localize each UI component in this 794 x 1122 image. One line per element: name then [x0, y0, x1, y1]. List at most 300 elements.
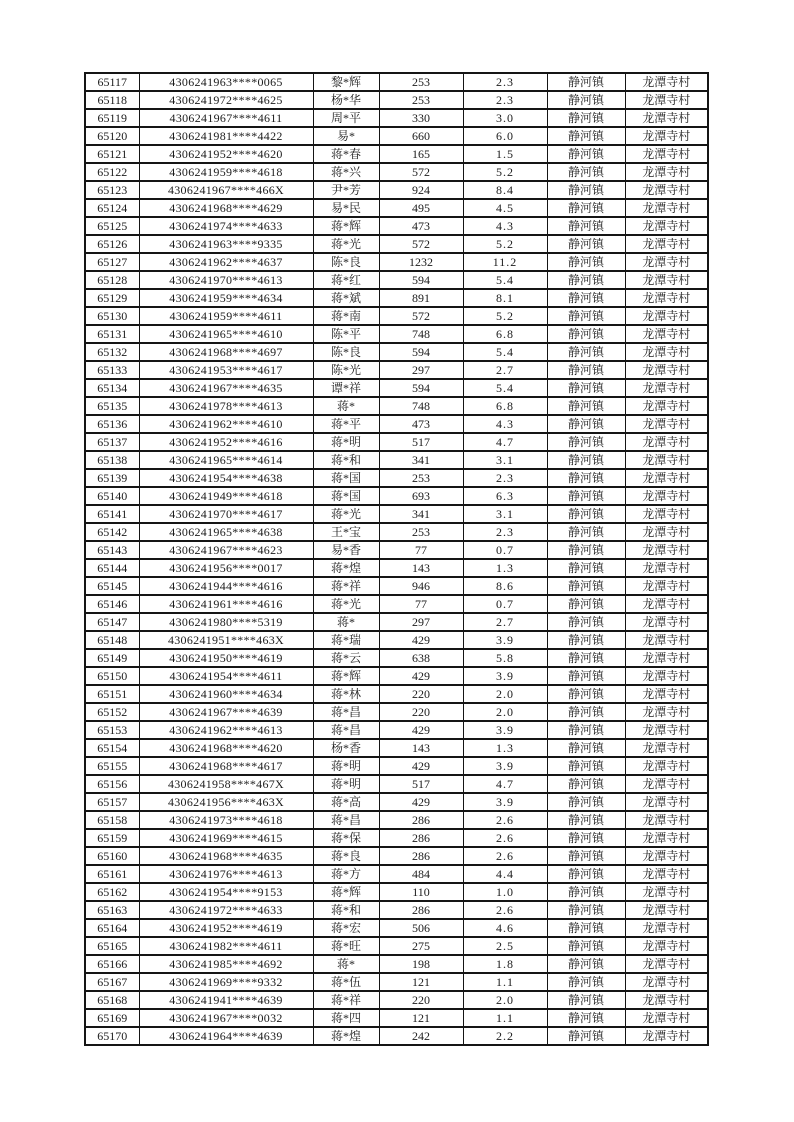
- cell-amount: 748: [379, 397, 463, 415]
- cell-town: 静河镇: [547, 253, 625, 271]
- cell-town: 静河镇: [547, 235, 625, 253]
- cell-sequence-number: 65165: [85, 937, 139, 955]
- cell-area: 8.1: [463, 289, 547, 307]
- table-row: [85, 685, 708, 703]
- cell-id-card-number: 4306241967****0032: [139, 1009, 313, 1027]
- cell-area: 5.2: [463, 307, 547, 325]
- cell-sequence-number: 65138: [85, 451, 139, 469]
- cell-id-card-number: 4306241968****4620: [139, 739, 313, 757]
- cell-id-card-number: 4306241967****4623: [139, 541, 313, 559]
- cell-sequence-number: 65128: [85, 271, 139, 289]
- table-row: [85, 235, 708, 253]
- cell-name: 蒋*春: [313, 145, 379, 163]
- cell-name: 蒋*辉: [313, 217, 379, 235]
- cell-village: 龙潭寺村: [625, 325, 708, 343]
- cell-town: 静河镇: [547, 613, 625, 631]
- cell-town: 静河镇: [547, 325, 625, 343]
- cell-amount: 924: [379, 181, 463, 199]
- table-row: [85, 775, 708, 793]
- cell-area: 1.1: [463, 973, 547, 991]
- cell-amount: 484: [379, 865, 463, 883]
- cell-amount: 572: [379, 307, 463, 325]
- cell-id-card-number: 4306241964****4639: [139, 1027, 313, 1045]
- table-row: [85, 217, 708, 235]
- cell-village: 龙潭寺村: [625, 199, 708, 217]
- cell-sequence-number: 65139: [85, 469, 139, 487]
- cell-village: 龙潭寺村: [625, 109, 708, 127]
- cell-id-card-number: 4306241970****4613: [139, 271, 313, 289]
- cell-sequence-number: 65147: [85, 613, 139, 631]
- cell-area: 3.9: [463, 793, 547, 811]
- cell-town: 静河镇: [547, 199, 625, 217]
- table-row: [85, 253, 708, 271]
- cell-village: 龙潭寺村: [625, 541, 708, 559]
- cell-id-card-number: 4306241967****466X: [139, 181, 313, 199]
- cell-town: 静河镇: [547, 847, 625, 865]
- cell-id-card-number: 4306241965****4614: [139, 451, 313, 469]
- cell-name: 蒋*斌: [313, 289, 379, 307]
- table-row: [85, 469, 708, 487]
- cell-id-card-number: 4306241962****4637: [139, 253, 313, 271]
- cell-village: 龙潭寺村: [625, 361, 708, 379]
- cell-amount: 253: [379, 91, 463, 109]
- cell-name: 蒋*光: [313, 595, 379, 613]
- cell-town: 静河镇: [547, 343, 625, 361]
- cell-area: 1.8: [463, 955, 547, 973]
- table-row: [85, 829, 708, 847]
- cell-area: 2.7: [463, 613, 547, 631]
- cell-area: 2.5: [463, 937, 547, 955]
- cell-amount: 429: [379, 757, 463, 775]
- cell-area: 8.4: [463, 181, 547, 199]
- cell-sequence-number: 65141: [85, 505, 139, 523]
- cell-area: 8.6: [463, 577, 547, 595]
- cell-area: 5.4: [463, 343, 547, 361]
- cell-id-card-number: 4306241954****4638: [139, 469, 313, 487]
- table-row: [85, 1027, 708, 1045]
- cell-name: 蒋*: [313, 955, 379, 973]
- cell-town: 静河镇: [547, 649, 625, 667]
- cell-sequence-number: 65121: [85, 145, 139, 163]
- cell-amount: 638: [379, 649, 463, 667]
- cell-area: 5.2: [463, 235, 547, 253]
- cell-town: 静河镇: [547, 145, 625, 163]
- cell-name: 蒋*昌: [313, 721, 379, 739]
- cell-town: 静河镇: [547, 433, 625, 451]
- cell-id-card-number: 4306241958****467X: [139, 775, 313, 793]
- cell-town: 静河镇: [547, 775, 625, 793]
- cell-amount: 297: [379, 613, 463, 631]
- cell-id-card-number: 4306241941****4639: [139, 991, 313, 1009]
- table-row: [85, 991, 708, 1009]
- table-row: [85, 577, 708, 595]
- cell-name: 蒋*煌: [313, 559, 379, 577]
- cell-sequence-number: 65159: [85, 829, 139, 847]
- cell-name: 尹*芳: [313, 181, 379, 199]
- cell-area: 2.3: [463, 73, 547, 91]
- cell-area: 5.4: [463, 271, 547, 289]
- cell-area: 2.3: [463, 91, 547, 109]
- cell-village: 龙潭寺村: [625, 127, 708, 145]
- cell-town: 静河镇: [547, 901, 625, 919]
- cell-amount: 297: [379, 361, 463, 379]
- cell-town: 静河镇: [547, 1009, 625, 1027]
- cell-town: 静河镇: [547, 739, 625, 757]
- cell-town: 静河镇: [547, 703, 625, 721]
- cell-town: 静河镇: [547, 883, 625, 901]
- cell-amount: 429: [379, 667, 463, 685]
- cell-sequence-number: 65149: [85, 649, 139, 667]
- cell-amount: 220: [379, 991, 463, 1009]
- table-row: [85, 595, 708, 613]
- cell-sequence-number: 65133: [85, 361, 139, 379]
- cell-sequence-number: 65136: [85, 415, 139, 433]
- cell-name: 蒋*: [313, 613, 379, 631]
- cell-area: 3.9: [463, 667, 547, 685]
- table-row: [85, 379, 708, 397]
- table-row: [85, 721, 708, 739]
- table-row: [85, 73, 708, 91]
- cell-village: 龙潭寺村: [625, 433, 708, 451]
- cell-village: 龙潭寺村: [625, 379, 708, 397]
- cell-village: 龙潭寺村: [625, 181, 708, 199]
- cell-village: 龙潭寺村: [625, 523, 708, 541]
- cell-sequence-number: 65166: [85, 955, 139, 973]
- cell-sequence-number: 65148: [85, 631, 139, 649]
- cell-village: 龙潭寺村: [625, 289, 708, 307]
- cell-village: 龙潭寺村: [625, 721, 708, 739]
- cell-town: 静河镇: [547, 271, 625, 289]
- cell-id-card-number: 4306241968****4617: [139, 757, 313, 775]
- cell-village: 龙潭寺村: [625, 415, 708, 433]
- cell-sequence-number: 65118: [85, 91, 139, 109]
- cell-village: 龙潭寺村: [625, 343, 708, 361]
- cell-village: 龙潭寺村: [625, 559, 708, 577]
- cell-id-card-number: 4306241960****4634: [139, 685, 313, 703]
- cell-sequence-number: 65157: [85, 793, 139, 811]
- cell-village: 龙潭寺村: [625, 397, 708, 415]
- cell-amount: 473: [379, 415, 463, 433]
- cell-village: 龙潭寺村: [625, 451, 708, 469]
- cell-id-card-number: 4306241962****4610: [139, 415, 313, 433]
- cell-name: 陈*平: [313, 325, 379, 343]
- cell-town: 静河镇: [547, 721, 625, 739]
- cell-sequence-number: 65143: [85, 541, 139, 559]
- cell-id-card-number: 4306241967****4611: [139, 109, 313, 127]
- cell-village: 龙潭寺村: [625, 901, 708, 919]
- cell-amount: 121: [379, 1009, 463, 1027]
- cell-village: 龙潭寺村: [625, 739, 708, 757]
- cell-area: 3.1: [463, 451, 547, 469]
- cell-amount: 693: [379, 487, 463, 505]
- cell-town: 静河镇: [547, 991, 625, 1009]
- cell-town: 静河镇: [547, 541, 625, 559]
- cell-amount: 253: [379, 523, 463, 541]
- table-row: [85, 415, 708, 433]
- table-row: [85, 181, 708, 199]
- cell-name: 蒋*平: [313, 415, 379, 433]
- cell-name: 蒋*红: [313, 271, 379, 289]
- cell-town: 静河镇: [547, 217, 625, 235]
- cell-area: 5.4: [463, 379, 547, 397]
- cell-area: 3.9: [463, 757, 547, 775]
- cell-town: 静河镇: [547, 559, 625, 577]
- cell-id-card-number: 4306241959****4634: [139, 289, 313, 307]
- cell-sequence-number: 65123: [85, 181, 139, 199]
- cell-town: 静河镇: [547, 667, 625, 685]
- table-row: [85, 289, 708, 307]
- cell-village: 龙潭寺村: [625, 73, 708, 91]
- cell-area: 1.5: [463, 145, 547, 163]
- cell-village: 龙潭寺村: [625, 703, 708, 721]
- table-row: [85, 523, 708, 541]
- cell-amount: 242: [379, 1027, 463, 1045]
- table-row: [85, 811, 708, 829]
- cell-village: 龙潭寺村: [625, 217, 708, 235]
- cell-area: 2.2: [463, 1027, 547, 1045]
- cell-town: 静河镇: [547, 451, 625, 469]
- cell-sequence-number: 65170: [85, 1027, 139, 1045]
- cell-id-card-number: 4306241976****4613: [139, 865, 313, 883]
- table-row: [85, 397, 708, 415]
- cell-name: 蒋*明: [313, 757, 379, 775]
- cell-village: 龙潭寺村: [625, 811, 708, 829]
- cell-sequence-number: 65164: [85, 919, 139, 937]
- cell-name: 蒋*高: [313, 793, 379, 811]
- cell-sequence-number: 65140: [85, 487, 139, 505]
- cell-area: 6.0: [463, 127, 547, 145]
- cell-town: 静河镇: [547, 865, 625, 883]
- cell-town: 静河镇: [547, 595, 625, 613]
- cell-sequence-number: 65137: [85, 433, 139, 451]
- cell-town: 静河镇: [547, 577, 625, 595]
- cell-id-card-number: 4306241974****4633: [139, 217, 313, 235]
- cell-area: 3.0: [463, 109, 547, 127]
- cell-name: 蒋*煌: [313, 1027, 379, 1045]
- table-row: [85, 973, 708, 991]
- cell-id-card-number: 4306241956****0017: [139, 559, 313, 577]
- cell-sequence-number: 65156: [85, 775, 139, 793]
- cell-sequence-number: 65163: [85, 901, 139, 919]
- table-row: [85, 631, 708, 649]
- cell-village: 龙潭寺村: [625, 613, 708, 631]
- table-row: [85, 757, 708, 775]
- table-row: [85, 325, 708, 343]
- cell-village: 龙潭寺村: [625, 631, 708, 649]
- cell-id-card-number: 4306241967****4639: [139, 703, 313, 721]
- cell-id-card-number: 4306241968****4629: [139, 199, 313, 217]
- cell-area: 4.4: [463, 865, 547, 883]
- cell-village: 龙潭寺村: [625, 919, 708, 937]
- cell-amount: 594: [379, 271, 463, 289]
- cell-area: 1.1: [463, 1009, 547, 1027]
- cell-sequence-number: 65132: [85, 343, 139, 361]
- cell-amount: 473: [379, 217, 463, 235]
- cell-town: 静河镇: [547, 181, 625, 199]
- cell-area: 4.3: [463, 415, 547, 433]
- cell-name: 蒋*兴: [313, 163, 379, 181]
- cell-area: 4.7: [463, 433, 547, 451]
- table-row: [85, 667, 708, 685]
- cell-name: 蒋*林: [313, 685, 379, 703]
- table-row: [85, 487, 708, 505]
- cell-sequence-number: 65120: [85, 127, 139, 145]
- cell-village: 龙潭寺村: [625, 595, 708, 613]
- cell-area: 3.1: [463, 505, 547, 523]
- cell-village: 龙潭寺村: [625, 847, 708, 865]
- table-row: [85, 613, 708, 631]
- cell-area: 4.6: [463, 919, 547, 937]
- cell-id-card-number: 4306241954****9153: [139, 883, 313, 901]
- cell-town: 静河镇: [547, 523, 625, 541]
- cell-area: 6.8: [463, 325, 547, 343]
- cell-name: 蒋*昌: [313, 703, 379, 721]
- table-row: [85, 793, 708, 811]
- cell-name: 陈*良: [313, 343, 379, 361]
- cell-id-card-number: 4306241944****4616: [139, 577, 313, 595]
- cell-town: 静河镇: [547, 685, 625, 703]
- cell-name: 易*香: [313, 541, 379, 559]
- cell-name: 蒋*云: [313, 649, 379, 667]
- cell-village: 龙潭寺村: [625, 307, 708, 325]
- cell-amount: 495: [379, 199, 463, 217]
- table-row: [85, 739, 708, 757]
- cell-id-card-number: 4306241969****4615: [139, 829, 313, 847]
- cell-sequence-number: 65119: [85, 109, 139, 127]
- cell-amount: 594: [379, 343, 463, 361]
- cell-area: 0.7: [463, 595, 547, 613]
- cell-village: 龙潭寺村: [625, 667, 708, 685]
- cell-town: 静河镇: [547, 973, 625, 991]
- cell-town: 静河镇: [547, 415, 625, 433]
- cell-name: 蒋*光: [313, 235, 379, 253]
- table-row: [85, 919, 708, 937]
- cell-area: 4.3: [463, 217, 547, 235]
- cell-village: 龙潭寺村: [625, 253, 708, 271]
- cell-village: 龙潭寺村: [625, 1009, 708, 1027]
- cell-name: 蒋*旺: [313, 937, 379, 955]
- records-table-body: [85, 73, 708, 1045]
- cell-name: 蒋*国: [313, 469, 379, 487]
- cell-name: 谭*祥: [313, 379, 379, 397]
- cell-name: 王*宝: [313, 523, 379, 541]
- cell-id-card-number: 4306241980****5319: [139, 613, 313, 631]
- cell-amount: 517: [379, 775, 463, 793]
- cell-amount: 1232: [379, 253, 463, 271]
- table-row: [85, 307, 708, 325]
- cell-amount: 660: [379, 127, 463, 145]
- cell-village: 龙潭寺村: [625, 487, 708, 505]
- cell-area: 5.2: [463, 163, 547, 181]
- cell-village: 龙潭寺村: [625, 793, 708, 811]
- cell-village: 龙潭寺村: [625, 955, 708, 973]
- cell-name: 陈*良: [313, 253, 379, 271]
- cell-id-card-number: 4306241968****4697: [139, 343, 313, 361]
- cell-area: 4.5: [463, 199, 547, 217]
- cell-id-card-number: 4306241959****4618: [139, 163, 313, 181]
- cell-area: 11.2: [463, 253, 547, 271]
- cell-town: 静河镇: [547, 289, 625, 307]
- table-row: [85, 901, 708, 919]
- cell-amount: 946: [379, 577, 463, 595]
- cell-sequence-number: 65146: [85, 595, 139, 613]
- cell-area: 6.8: [463, 397, 547, 415]
- cell-amount: 330: [379, 109, 463, 127]
- cell-sequence-number: 65153: [85, 721, 139, 739]
- cell-sequence-number: 65127: [85, 253, 139, 271]
- cell-name: 蒋*祥: [313, 577, 379, 595]
- cell-id-card-number: 4306241973****4618: [139, 811, 313, 829]
- cell-town: 静河镇: [547, 631, 625, 649]
- cell-town: 静河镇: [547, 379, 625, 397]
- cell-area: 2.6: [463, 847, 547, 865]
- cell-town: 静河镇: [547, 469, 625, 487]
- table-row: [85, 163, 708, 181]
- cell-town: 静河镇: [547, 163, 625, 181]
- cell-amount: 286: [379, 901, 463, 919]
- cell-name: 蒋*和: [313, 901, 379, 919]
- cell-village: 龙潭寺村: [625, 469, 708, 487]
- cell-area: 0.7: [463, 541, 547, 559]
- cell-id-card-number: 4306241985****4692: [139, 955, 313, 973]
- cell-sequence-number: 65129: [85, 289, 139, 307]
- cell-village: 龙潭寺村: [625, 685, 708, 703]
- cell-sequence-number: 65117: [85, 73, 139, 91]
- cell-name: 蒋*辉: [313, 667, 379, 685]
- cell-village: 龙潭寺村: [625, 991, 708, 1009]
- cell-amount: 429: [379, 793, 463, 811]
- cell-town: 静河镇: [547, 919, 625, 937]
- table-row: [85, 847, 708, 865]
- cell-id-card-number: 4306241972****4633: [139, 901, 313, 919]
- cell-village: 龙潭寺村: [625, 163, 708, 181]
- cell-id-card-number: 4306241952****4620: [139, 145, 313, 163]
- cell-name: 蒋*方: [313, 865, 379, 883]
- cell-area: 1.3: [463, 559, 547, 577]
- cell-amount: 429: [379, 631, 463, 649]
- cell-sequence-number: 65144: [85, 559, 139, 577]
- cell-area: 2.6: [463, 811, 547, 829]
- cell-id-card-number: 4306241969****9332: [139, 973, 313, 991]
- cell-village: 龙潭寺村: [625, 145, 708, 163]
- cell-village: 龙潭寺村: [625, 883, 708, 901]
- cell-village: 龙潭寺村: [625, 271, 708, 289]
- cell-village: 龙潭寺村: [625, 505, 708, 523]
- cell-village: 龙潭寺村: [625, 1027, 708, 1045]
- cell-area: 2.0: [463, 703, 547, 721]
- table-row: [85, 1009, 708, 1027]
- cell-amount: 275: [379, 937, 463, 955]
- cell-sequence-number: 65168: [85, 991, 139, 1009]
- cell-name: 周*平: [313, 109, 379, 127]
- cell-amount: 341: [379, 451, 463, 469]
- cell-name: 杨*华: [313, 91, 379, 109]
- cell-id-card-number: 4306241970****4617: [139, 505, 313, 523]
- table-row: [85, 955, 708, 973]
- cell-sequence-number: 65135: [85, 397, 139, 415]
- cell-sequence-number: 65158: [85, 811, 139, 829]
- cell-id-card-number: 4306241961****4616: [139, 595, 313, 613]
- cell-name: 蒋*辉: [313, 883, 379, 901]
- cell-sequence-number: 65131: [85, 325, 139, 343]
- cell-name: 蒋*南: [313, 307, 379, 325]
- cell-name: 杨*香: [313, 739, 379, 757]
- cell-id-card-number: 4306241963****0065: [139, 73, 313, 91]
- cell-amount: 341: [379, 505, 463, 523]
- cell-name: 蒋*宏: [313, 919, 379, 937]
- cell-village: 龙潭寺村: [625, 649, 708, 667]
- cell-area: 4.7: [463, 775, 547, 793]
